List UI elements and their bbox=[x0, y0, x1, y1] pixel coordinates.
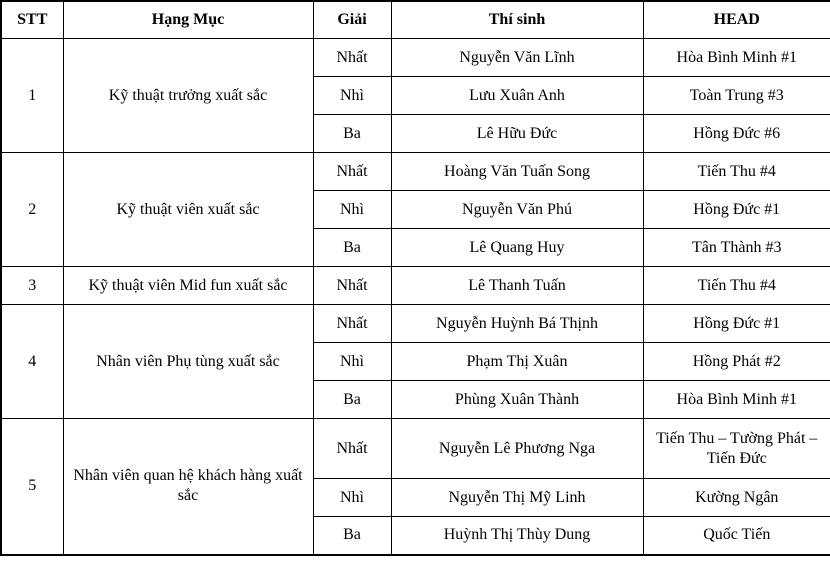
prize-cell: Ba bbox=[313, 381, 391, 419]
contestant-cell: Nguyễn Lê Phương Nga bbox=[391, 419, 643, 479]
head-cell: Hòa Bình Minh #1 bbox=[643, 39, 830, 77]
stt-cell: 2 bbox=[1, 153, 63, 267]
contestant-cell: Nguyễn Thị Mỹ Linh bbox=[391, 479, 643, 517]
contestant-cell: Huỳnh Thị Thùy Dung bbox=[391, 517, 643, 555]
prize-cell: Ba bbox=[313, 229, 391, 267]
contestant-cell: Lê Quang Huy bbox=[391, 229, 643, 267]
category-cell: Kỹ thuật viên xuất sắc bbox=[63, 153, 313, 267]
head-cell: Hòa Bình Minh #1 bbox=[643, 381, 830, 419]
contestant-cell: Nguyễn Huỳnh Bá Thịnh bbox=[391, 305, 643, 343]
stt-cell: 5 bbox=[1, 419, 63, 555]
header-cell-contestant: Thí sinh bbox=[391, 1, 643, 39]
prize-cell: Nhất bbox=[313, 419, 391, 479]
contestant-cell: Nguyễn Văn Phú bbox=[391, 191, 643, 229]
head-cell: Tiến Thu – Tường Phát – Tiến Đức bbox=[643, 419, 830, 479]
prize-cell: Nhất bbox=[313, 39, 391, 77]
table-row bbox=[1, 419, 830, 479]
table-row bbox=[1, 267, 830, 305]
header-row bbox=[1, 1, 830, 39]
contestant-cell: Phạm Thị Xuân bbox=[391, 343, 643, 381]
head-cell: Hồng Đức #6 bbox=[643, 115, 830, 153]
head-cell: Hồng Đức #1 bbox=[643, 191, 830, 229]
category-cell: Kỹ thuật trưởng xuất sắc bbox=[63, 39, 313, 153]
head-cell: Quốc Tiến bbox=[643, 517, 830, 555]
prize-cell: Ba bbox=[313, 115, 391, 153]
prize-cell: Nhì bbox=[313, 343, 391, 381]
head-cell: Hồng Đức #1 bbox=[643, 305, 830, 343]
table-row bbox=[1, 305, 830, 343]
category-cell: Nhân viên quan hệ khách hàng xuất sắc bbox=[63, 419, 313, 555]
head-cell: Kường Ngân bbox=[643, 479, 830, 517]
contestant-cell: Lưu Xuân Anh bbox=[391, 77, 643, 115]
stt-cell: 1 bbox=[1, 39, 63, 153]
header-cell-stt: STT bbox=[1, 1, 63, 39]
stt-cell: 4 bbox=[1, 305, 63, 419]
prize-cell: Nhất bbox=[313, 153, 391, 191]
prize-cell: Nhất bbox=[313, 305, 391, 343]
prize-cell: Ba bbox=[313, 517, 391, 555]
header-cell-category: Hạng Mục bbox=[63, 1, 313, 39]
category-cell: Kỹ thuật viên Mid fun xuất sắc bbox=[63, 267, 313, 305]
head-cell: Tiến Thu #4 bbox=[643, 267, 830, 305]
head-cell: Hồng Phát #2 bbox=[643, 343, 830, 381]
prize-cell: Nhì bbox=[313, 77, 391, 115]
table-row bbox=[1, 153, 830, 191]
prize-cell: Nhì bbox=[313, 479, 391, 517]
table-row bbox=[1, 39, 830, 77]
contestant-cell: Lê Hữu Đức bbox=[391, 115, 643, 153]
head-cell: Tân Thành #3 bbox=[643, 229, 830, 267]
contestant-cell: Nguyễn Văn Lĩnh bbox=[391, 39, 643, 77]
head-cell: Tiến Thu #4 bbox=[643, 153, 830, 191]
contestant-cell: Hoàng Văn Tuấn Song bbox=[391, 153, 643, 191]
category-cell: Nhân viên Phụ tùng xuất sắc bbox=[63, 305, 313, 419]
stt-cell: 3 bbox=[1, 267, 63, 305]
prize-cell: Nhì bbox=[313, 191, 391, 229]
header-cell-head: HEAD bbox=[643, 1, 830, 39]
head-cell: Toàn Trung #3 bbox=[643, 77, 830, 115]
header-cell-prize: Giải bbox=[313, 1, 391, 39]
contestant-cell: Lê Thanh Tuấn bbox=[391, 267, 643, 305]
contestant-cell: Phùng Xuân Thành bbox=[391, 381, 643, 419]
prize-cell: Nhất bbox=[313, 267, 391, 305]
